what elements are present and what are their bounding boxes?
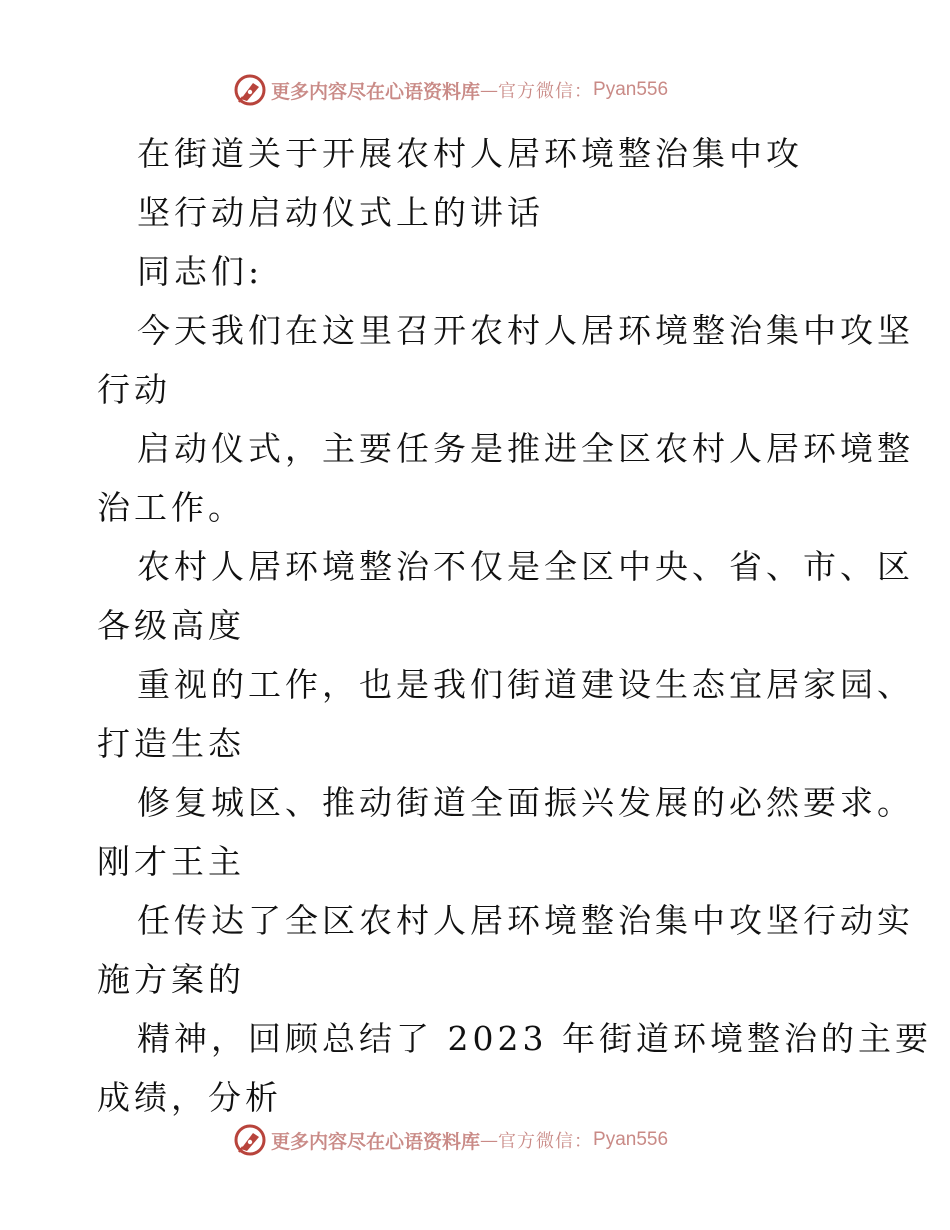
title-line-1: 在街道关于开展农村人居环境整治集中攻 [137, 134, 803, 173]
title-line-2: 坚行动启动仪式上的讲话 [137, 193, 544, 232]
banner-wechat-id: Pyan556 [593, 1129, 669, 1150]
banner-separator: — [480, 79, 499, 101]
banner-separator: — [480, 1129, 499, 1151]
paragraph-line: 任传达了全区农村人居环境整治集中攻坚行动实 [137, 901, 914, 940]
paragraph-line: 刚才王主 [97, 842, 245, 881]
paragraph-line: 修复城区、推动街道全面振兴发展的必然要求。 [137, 783, 914, 822]
footer-banner [233, 1122, 753, 1158]
paragraph-line: 农村人居环境整治不仅是全区中央、省、市、区 [137, 547, 914, 586]
banner-slogan: 更多内容尽在心语资料库 [271, 80, 481, 103]
banner-wechat-id: Pyan556 [593, 79, 669, 100]
paragraph-line: 打造生态 [97, 724, 245, 763]
paragraph-line: 启动仪式，主要任务是推进全区农村人居环境整 [137, 429, 914, 468]
paragraph-line: 各级高度 [97, 606, 245, 645]
paragraph-line: 施方案的 [97, 960, 245, 999]
salutation: 同志们: [137, 252, 264, 291]
document-body [97, 124, 932, 1127]
paragraph-line: 成绩，分析 [97, 1078, 282, 1117]
paragraph-line: 行动 [97, 370, 171, 409]
header-banner [233, 72, 753, 108]
paragraph-line: 精神，回顾总结了 2023 年街道环境整治的主要 [137, 1019, 932, 1058]
banner-wechat-label: 官方微信： [498, 1131, 594, 1152]
pen-nib-logo-icon [233, 73, 267, 107]
banner-slogan: 更多内容尽在心语资料库 [271, 1130, 481, 1153]
paragraph-line: 重视的工作，也是我们街道建设生态宜居家园、 [137, 665, 914, 704]
paragraph-line: 治工作。 [97, 488, 245, 527]
pen-nib-logo-icon [233, 1123, 267, 1157]
banner-wechat-label: 官方微信： [498, 81, 594, 102]
paragraph-line: 今天我们在这里召开农村人居环境整治集中攻坚 [137, 311, 914, 350]
